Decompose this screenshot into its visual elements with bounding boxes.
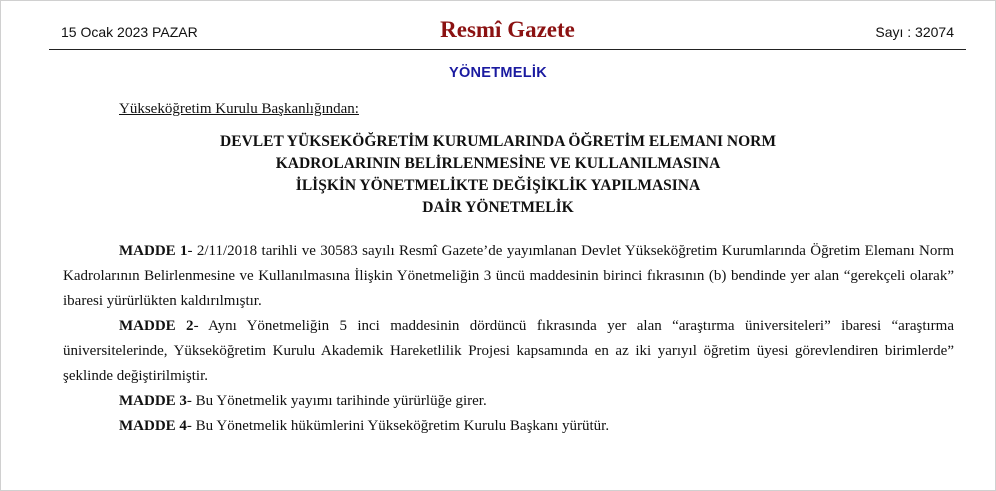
regulation-title [61,131,935,219]
article-1 [63,239,954,314]
section-heading: YÖNETMELİK [448,65,548,81]
regulation-title-line: DAİR YÖNETMELİK [422,199,574,216]
publication-date: 15 Ocak 2023 PAZAR [61,24,198,40]
article-text: - Aynı Yönetmeliğin 5 inci maddesinin dördüncü fıkrasında yer alan “araştırma üniversiteleri” ibaresi “araştırma üniversitelerinde, Yükseköğretim Kurulu Akademik Hareketlilik Projesi kapsamında en az iki yarıyıl öğretim üyesi görevlendiren birimlerde” şeklinde değiştirilmiştir. [63,318,954,384]
article-label: MADDE 3 [119,393,187,409]
article-text: - Bu Yönetmelik yayımı tarihinde yürürlüğe girer. [186,393,487,409]
regulation-title-line: İLİŞKİN YÖNETMELİKTE DEĞİŞİKLİK YAPILMASINA [295,177,701,194]
article-text: - 2/11/2018 tarihli ve 30583 sayılı Resmî Gazete’de yayımlanan Devlet Yükseköğretim Kurumlarında Öğretim Elemanı Norm Kadrolarının Belirlenmesine ve Kullanılmasına İlişkin Yönetmeliğin 3 üncü maddesinin birinci fıkrasının (b) bendinde yer alan “gerekçeli olarak” ibaresi yürürlükten kaldırılmıştır. [63,243,954,309]
regulation-body [63,239,954,439]
regulation-title-line: KADROLARININ BELİRLENMESİNE VE KULLANILMASINA [275,155,721,172]
article-label: MADDE 4 [119,418,187,434]
article-3 [63,389,954,414]
regulation-title-line: DEVLET YÜKSEKÖĞRETİM KURUMLARINDA ÖĞRETİM ELEMANI NORM [220,133,776,150]
gazette-header [49,15,966,50]
article-2 [63,314,954,389]
article-4 [63,414,954,439]
article-label: MADDE 1 [119,243,188,259]
article-label: MADDE 2 [119,318,194,334]
issue-number: Sayı : 32074 [875,24,954,40]
issuing-authority: Yükseköğretim Kurulu Başkanlığından: [119,101,359,117]
publication-title: Resmî Gazete [440,17,575,42]
article-text: - Bu Yönetmelik hükümlerini Yükseköğretim Kurulu Başkanı yürütür. [186,418,610,434]
